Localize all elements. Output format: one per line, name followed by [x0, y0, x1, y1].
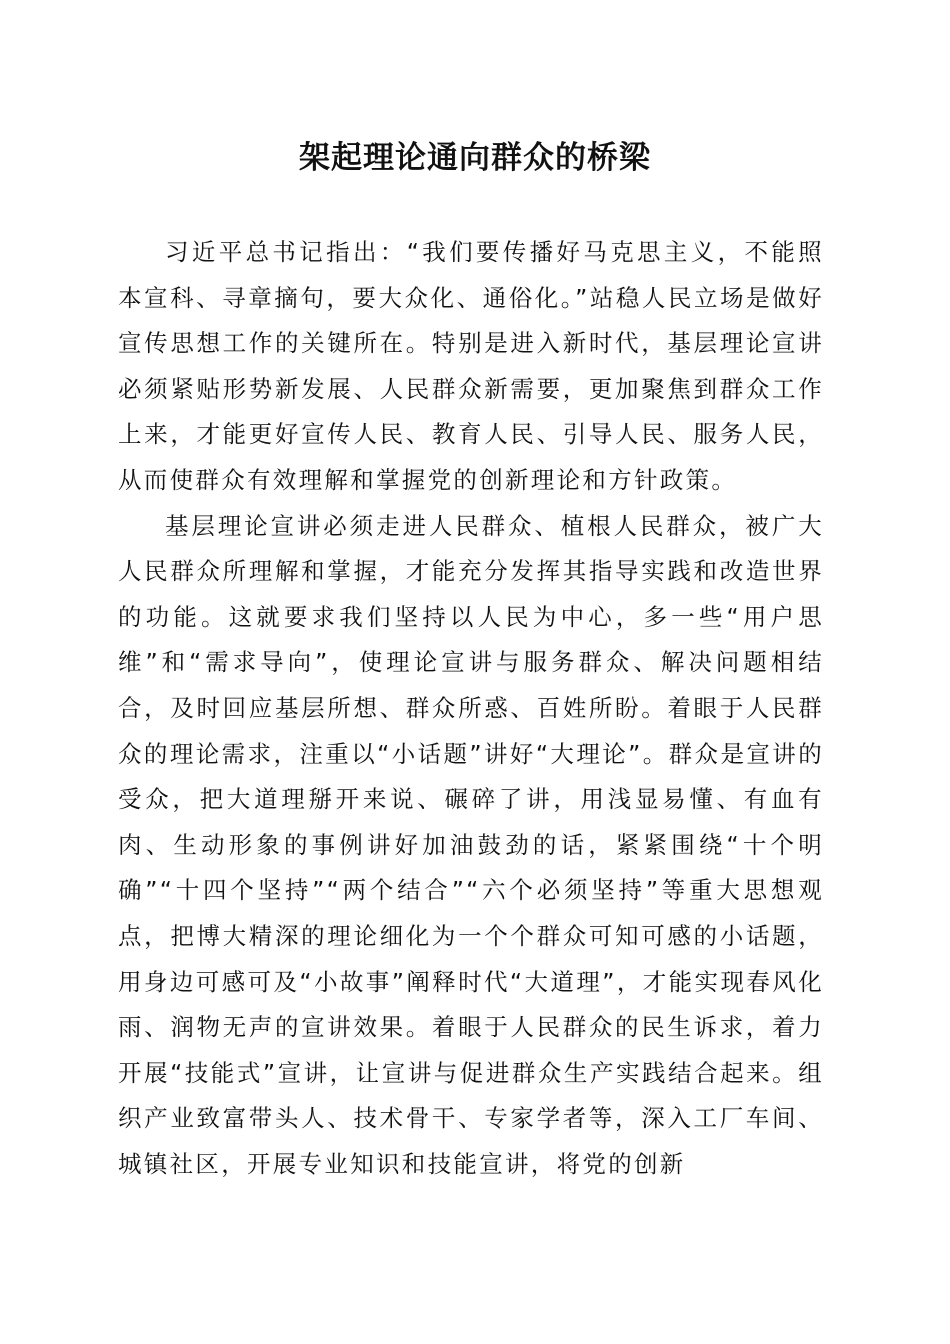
document-body: [118, 230, 824, 1187]
paragraph-1: 习近平总书记指出：“我们要传播好马克思主义，不能照本宣科、寻章摘句，要大众化、通俗化。”站稳人民立场是做好宣传思想工作的关键所在。特别是进入新时代，基层理论宣讲必须紧贴形势新发展、人民群众新需要，更加聚焦到群众工作上来，才能更好宣传人民、教育人民、引导人民、服务人民，从而使群众有效理解和掌握党的创新理论和方针政策。: [118, 238, 824, 494]
document-title: 架起理论通向群众的桥梁: [299, 140, 651, 176]
paragraph-2: 基层理论宣讲必须走进人民群众、植根人民群众，被广大人民群众所理解和掌握，才能充分发挥其指导实践和改造世界的功能。这就要求我们坚持以人民为中心，多一些“用户思维”和“需求导向”，使理论宣讲与服务群众、解决问题相结合，及时回应基层所想、群众所惑、百姓所盼。着眼于人民群众的理论需求，注重以“小话题”讲好“大理论”。群众是宣讲的受众，把大道理掰开来说、碾碎了讲，用浅显易懂、有血有肉、生动形象的事例讲好加油鼓劲的话，紧紧围绕“十个明确”“十四个坚持”“两个结合”“六个必须坚持”等重大思想观点，把博大精深的理论细化为一个个群众可知可感的小话题，用身边可感可及“小故事”阐释时代“大道理”，才能实现春风化雨、润物无声的宣讲效果。着眼于人民群众的民生诉求，着力开展“技能式”宣讲，让宣讲与促进群众生产实践结合起来。组织产业致富带头人、技术骨干、专家学者等，深入工厂车间、城镇社区，开展专业知识和技能宣讲，将党的创新: [118, 511, 824, 1178]
